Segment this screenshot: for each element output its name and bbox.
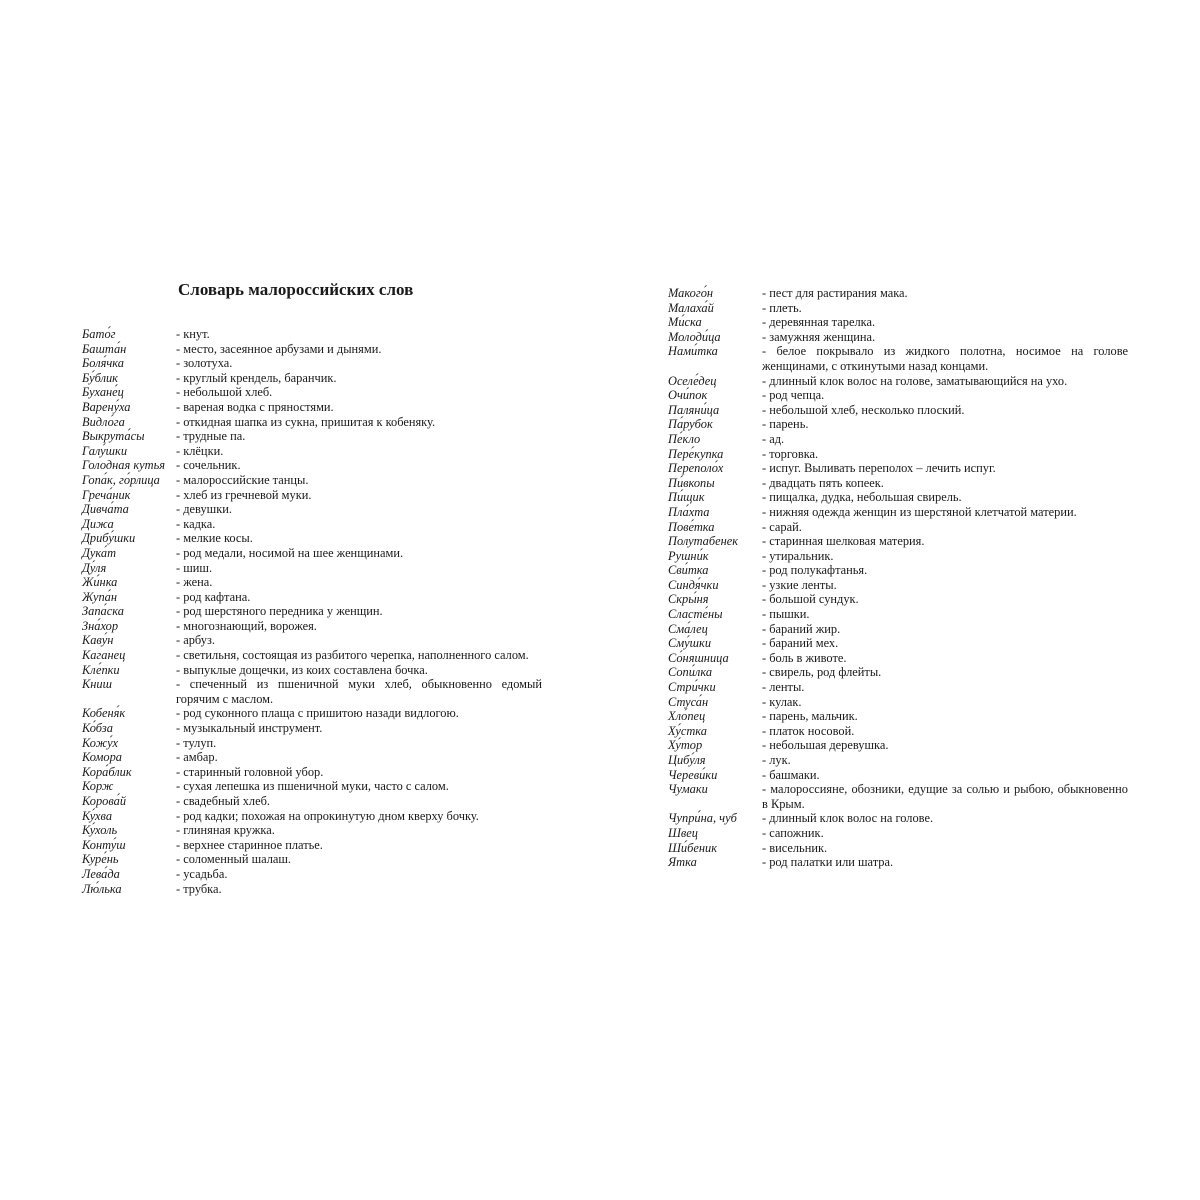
glossary-term: Ду́ля [82, 560, 107, 575]
glossary-definition: - пест для растирания мака. [762, 286, 1128, 301]
glossary-definition: - соломенный шалаш. [176, 852, 542, 867]
glossary-entry [82, 546, 542, 561]
glossary-definition: - род суконного плаща с пришитою назади видлогою. [176, 706, 542, 721]
glossary-term: Бу́блик [82, 370, 118, 385]
glossary-definition: - свадебный хлеб. [176, 794, 542, 809]
glossary-entry [668, 592, 1128, 607]
glossary-entry [82, 663, 542, 678]
glossary-definition: - торговка. [762, 447, 1128, 462]
glossary-term: Пове́тка [668, 519, 715, 534]
glossary-definition: - круглый крендель, баранчик. [176, 371, 542, 386]
glossary-entry [668, 841, 1128, 856]
glossary-term: Ку́хва [82, 808, 113, 823]
glossary-term: Сму́шки [668, 636, 712, 651]
glossary-entry [668, 549, 1128, 564]
glossary-entry [82, 342, 542, 357]
glossary-definition: - музыкальный инструмент. [176, 721, 542, 736]
glossary-term: Сви́тка [668, 563, 709, 578]
glossary-term: Хло́пец [668, 709, 706, 724]
glossary-entry [668, 680, 1128, 695]
glossary-term: Жи́нка [82, 575, 118, 590]
glossary-term: Дрибу́шки [82, 531, 136, 546]
glossary-term: Корж [82, 779, 114, 794]
glossary-term: Пе́кло [668, 431, 701, 446]
glossary-entry [82, 838, 542, 853]
glossary-term: Ми́ска [668, 315, 702, 330]
glossary-term: Сопи́лка [668, 665, 713, 680]
glossary-term: Выкрута́сы [82, 429, 145, 444]
glossary-definition: - кнут. [176, 327, 542, 342]
glossary-definition: - узкие ленты. [762, 578, 1128, 593]
glossary-entry [82, 502, 542, 517]
glossary-term: Лю́лька [82, 881, 122, 896]
glossary-definition: - пищалка, дудка, небольшая свирель. [762, 490, 1128, 505]
glossary-definition: - длинный клок волос на голове, заматывающийся на ухо. [762, 374, 1128, 389]
glossary-definition: - ленты. [762, 680, 1128, 695]
glossary-list-left [82, 327, 542, 896]
glossary-entry [82, 415, 542, 430]
glossary-entry [82, 765, 542, 780]
glossary-definition: - девушки. [176, 502, 542, 517]
glossary-term: Очи́пок [668, 388, 708, 403]
glossary-entry [82, 677, 542, 706]
glossary-definition: - платок носовой. [762, 724, 1128, 739]
glossary-definition: - род полукафтанья. [762, 563, 1128, 578]
glossary-entry [668, 563, 1128, 578]
glossary-definition: - башмаки. [762, 768, 1128, 783]
glossary-definition: - старинный головной убор. [176, 765, 542, 780]
glossary-entry [82, 371, 542, 386]
glossary-entry [668, 490, 1128, 505]
glossary-entry [82, 473, 542, 488]
glossary-entry [82, 385, 542, 400]
glossary-term: Башта́н [82, 341, 127, 356]
glossary-entry [668, 461, 1128, 476]
glossary-entry [82, 852, 542, 867]
glossary-term: Кожу́х [82, 735, 119, 750]
glossary-definition: - кадка. [176, 517, 542, 532]
glossary-definition: - сарай. [762, 520, 1128, 535]
glossary-definition: - усадьба. [176, 867, 542, 882]
glossary-definition: - золотуха. [176, 356, 542, 371]
glossary-term: Переполо́х [668, 461, 724, 476]
glossary-entry [82, 867, 542, 882]
glossary-term: Пере́купка [668, 446, 724, 461]
glossary-definition: - мелкие косы. [176, 531, 542, 546]
glossary-definition: - верхнее старинное платье. [176, 838, 542, 853]
glossary-entry [668, 826, 1128, 841]
glossary-term: Каганец [82, 648, 126, 663]
glossary-term: Скры́ня [668, 592, 709, 607]
glossary-entry [668, 651, 1128, 666]
glossary-entry [82, 779, 542, 794]
glossary-term: Чумаки [668, 782, 708, 797]
glossary-term: Каву́н [82, 633, 114, 648]
glossary-definition: - бараний жир. [762, 622, 1128, 637]
glossary-term: Варену́ха [82, 399, 131, 414]
glossary-definition: - длинный клок волос на голове. [762, 811, 1128, 826]
glossary-term: Ку́холь [82, 823, 118, 838]
glossary-entry [668, 476, 1128, 491]
glossary-definition: - малороссияне, обозники, едущие за солью и рыбою, обыкновенно в Крым. [762, 782, 1128, 811]
glossary-definition: - кулак. [762, 695, 1128, 710]
glossary-term: Чупри́на, чуб [668, 811, 737, 826]
glossary-definition: - откидная шапка из сукна, пришитая к кобеняку. [176, 415, 542, 430]
glossary-entry [82, 809, 542, 824]
glossary-definition: - тулуп. [176, 736, 542, 751]
glossary-term: Лева́да [82, 866, 120, 881]
glossary-entry [668, 811, 1128, 826]
glossary-entry [668, 286, 1128, 301]
glossary-term: Куре́нь [82, 852, 119, 867]
glossary-definition: - род медали, носимой на шее женщинами. [176, 546, 542, 561]
glossary-entry [668, 695, 1128, 710]
glossary-term: Дивча́та [82, 502, 129, 517]
glossary-definition: - вареная водка с пряностями. [176, 400, 542, 415]
glossary-entry [668, 301, 1128, 316]
glossary-entry [668, 753, 1128, 768]
glossary-definition: - небольшая деревушка. [762, 738, 1128, 753]
glossary-definition: - белое покрывало из жидкого полотна, носимое на голове женщинами, с откинутыми назад концами. [762, 344, 1128, 373]
glossary-entry [82, 458, 542, 473]
glossary-term: Галу́шки [82, 443, 128, 458]
glossary-entry [668, 607, 1128, 622]
glossary-entry [82, 823, 542, 838]
glossary-term: Запа́ска [82, 604, 124, 619]
glossary-definition: - жена. [176, 575, 542, 590]
glossary-entry [668, 374, 1128, 389]
glossary-entry [82, 794, 542, 809]
glossary-term: Со́няшница [668, 650, 729, 665]
glossary-definition: - малороссийские танцы. [176, 473, 542, 488]
glossary-definition: - сухая лепешка из пшеничной муки, часто с салом. [176, 779, 542, 794]
glossary-entry [668, 724, 1128, 739]
glossary-term: Па́рубок [668, 417, 713, 432]
glossary-term: Синдя́чки [668, 577, 719, 592]
glossary-term: Видло́га [82, 414, 125, 429]
glossary-definition: - небольшой хлеб, несколько плоский. [762, 403, 1128, 418]
glossary-definition: - светильня, состоящая из разбитого черепка, наполненного салом. [176, 648, 542, 663]
glossary-definition: - плеть. [762, 301, 1128, 316]
glossary-definition: - старинная шелковая материя. [762, 534, 1128, 549]
glossary-definition: - спеченный из пшеничной муки хлеб, обыкновенно едомый горячим с маслом. [176, 677, 542, 706]
glossary-term: Ху́стка [668, 723, 707, 738]
glossary-definition: - сапожник. [762, 826, 1128, 841]
glossary-definition: - место, засеянное арбузами и дынями. [176, 342, 542, 357]
glossary-entry [668, 344, 1128, 373]
glossary-term: Комора [82, 750, 122, 765]
glossary-entry [82, 648, 542, 663]
glossary-term: Пла́хта [668, 504, 710, 519]
glossary-entry [668, 665, 1128, 680]
glossary-term: Цибу́ля [668, 753, 706, 767]
glossary-term: Боля́чка [82, 356, 124, 371]
glossary-entry [82, 444, 542, 459]
glossary-term: Паляни́ца [668, 402, 720, 417]
glossary-definition: - род чепца. [762, 388, 1128, 403]
glossary-entry [82, 488, 542, 503]
glossary-term: Конту́ш [82, 837, 126, 852]
glossary-definition: - сочельник. [176, 458, 542, 473]
glossary-definition: - бараний мех. [762, 636, 1128, 651]
glossary-definition: - клёцки. [176, 444, 542, 459]
glossary-term: Полутабенек [668, 534, 739, 549]
glossary-entry [82, 561, 542, 576]
glossary-term: Книш [82, 677, 112, 692]
glossary-definition: - деревянная тарелка. [762, 315, 1128, 330]
glossary-definition: - лук. [762, 753, 1128, 768]
glossary-definition: - трудные па. [176, 429, 542, 444]
glossary-entry [82, 604, 542, 619]
glossary-definition: - трубка. [176, 882, 542, 897]
glossary-entry [82, 633, 542, 648]
glossary-entry [668, 622, 1128, 637]
glossary-entry [668, 738, 1128, 753]
glossary-entry [668, 578, 1128, 593]
glossary-term: Череви́ки [668, 767, 718, 782]
glossary-term: Ко́бза [82, 721, 113, 736]
glossary-term: Дука́т [82, 545, 117, 560]
glossary-term: Греча́ник [82, 487, 131, 502]
glossary-term: Гопа́к, го́рлица [82, 472, 160, 487]
glossary-definition: - шиш. [176, 561, 542, 576]
glossary-entry [668, 709, 1128, 724]
glossary-definition: - выпуклые дощечки, из коих составлена бочка. [176, 663, 542, 678]
glossary-term: Корова́й [82, 794, 127, 808]
glossary-entry [668, 534, 1128, 549]
glossary-term: Сласте́ны [668, 607, 723, 622]
glossary-term: Кле́пки [82, 662, 120, 677]
glossary-definition: - испуг. Выливать переполох – лечить испуг. [762, 461, 1128, 476]
glossary-entry [82, 356, 542, 371]
glossary-entry [82, 750, 542, 765]
glossary-definition: - большой сундук. [762, 592, 1128, 607]
glossary-entry [82, 721, 542, 736]
glossary-definition: - арбуз. [176, 633, 542, 648]
glossary-entry [668, 636, 1128, 651]
glossary-term: Молоди́ца [668, 329, 721, 344]
glossary-entry [668, 403, 1128, 418]
glossary-entry [668, 330, 1128, 345]
glossary-entry [668, 520, 1128, 535]
glossary-entry [668, 432, 1128, 447]
glossary-term: Оселе́дец [668, 373, 717, 388]
glossary-definition: - род кафтана. [176, 590, 542, 605]
glossary-term: Кора́блик [82, 764, 132, 779]
glossary-term: Ятка [668, 855, 697, 870]
glossary-definition: - боль в животе. [762, 651, 1128, 666]
glossary-term: Стуса́н [668, 694, 709, 709]
glossary-term: Кобеня́к [82, 706, 126, 721]
glossary-term: Нами́тка [668, 344, 718, 359]
glossary-term: Пи́вкопы [668, 475, 715, 490]
glossary-term: Швец [668, 825, 698, 840]
glossary-term: Малаха́й [668, 300, 714, 315]
glossary-definition: - ад. [762, 432, 1128, 447]
glossary-definition: - замужняя женщина. [762, 330, 1128, 345]
glossary-term: Ши́беник [668, 840, 717, 855]
glossary-term: Макого́н [668, 286, 714, 300]
glossary-term: Бато́г [82, 327, 116, 341]
glossary-term: Бухане́ц [82, 385, 124, 400]
glossary-term: Стри́чки [668, 680, 716, 695]
glossary-term: Ху́тор [668, 738, 703, 753]
glossary-entry [668, 768, 1128, 783]
glossary-entry [82, 429, 542, 444]
glossary-entry [82, 882, 542, 897]
glossary-term: Жупа́н [82, 589, 118, 604]
glossary-entry [668, 315, 1128, 330]
glossary-entry [82, 590, 542, 605]
glossary-definition: - свирель, род флейты. [762, 665, 1128, 680]
glossary-entry [82, 706, 542, 721]
glossary-entry [668, 782, 1128, 811]
glossary-entry [82, 327, 542, 342]
glossary-definition: - род палатки или шатра. [762, 855, 1128, 870]
glossary-term: Рушни́к [668, 548, 709, 563]
glossary-definition: - небольшой хлеб. [176, 385, 542, 400]
glossary-term: Пи́щик [668, 490, 705, 505]
glossary-definition: - многознающий, ворожея. [176, 619, 542, 634]
glossary-term: Голодная кутья [82, 458, 165, 473]
glossary-list-right [668, 286, 1128, 870]
glossary-definition: - двадцать пять копеек. [762, 476, 1128, 491]
page-title: Словарь малороссийских слов [178, 280, 414, 299]
glossary-definition: - амбар. [176, 750, 542, 765]
glossary-definition: - глиняная кружка. [176, 823, 542, 838]
glossary-entry [82, 531, 542, 546]
glossary-entry [668, 388, 1128, 403]
glossary-entry [82, 517, 542, 532]
glossary-entry [668, 855, 1128, 870]
glossary-definition: - род шерстяного передника у женщин. [176, 604, 542, 619]
glossary-definition: - парень. [762, 417, 1128, 432]
glossary-entry [668, 417, 1128, 432]
glossary-entry [668, 505, 1128, 520]
glossary-definition: - пышки. [762, 607, 1128, 622]
glossary-definition: - хлеб из гречневой муки. [176, 488, 542, 503]
glossary-entry [82, 400, 542, 415]
glossary-entry [82, 619, 542, 634]
glossary-definition: - утиральник. [762, 549, 1128, 564]
glossary-definition: - нижняя одежда женщин из шерстяной клетчатой материи. [762, 505, 1128, 520]
glossary-entry [668, 447, 1128, 462]
glossary-term: Зна́хор [82, 618, 119, 633]
glossary-entry [82, 575, 542, 590]
glossary-definition: - парень, мальчик. [762, 709, 1128, 724]
glossary-term: Дижа [82, 516, 114, 531]
glossary-entry [82, 736, 542, 751]
glossary-definition: - висельник. [762, 841, 1128, 856]
glossary-term: Сма́лец [668, 621, 708, 636]
glossary-definition: - род кадки; похожая на опрокинутую дном кверху бочку. [176, 809, 542, 824]
